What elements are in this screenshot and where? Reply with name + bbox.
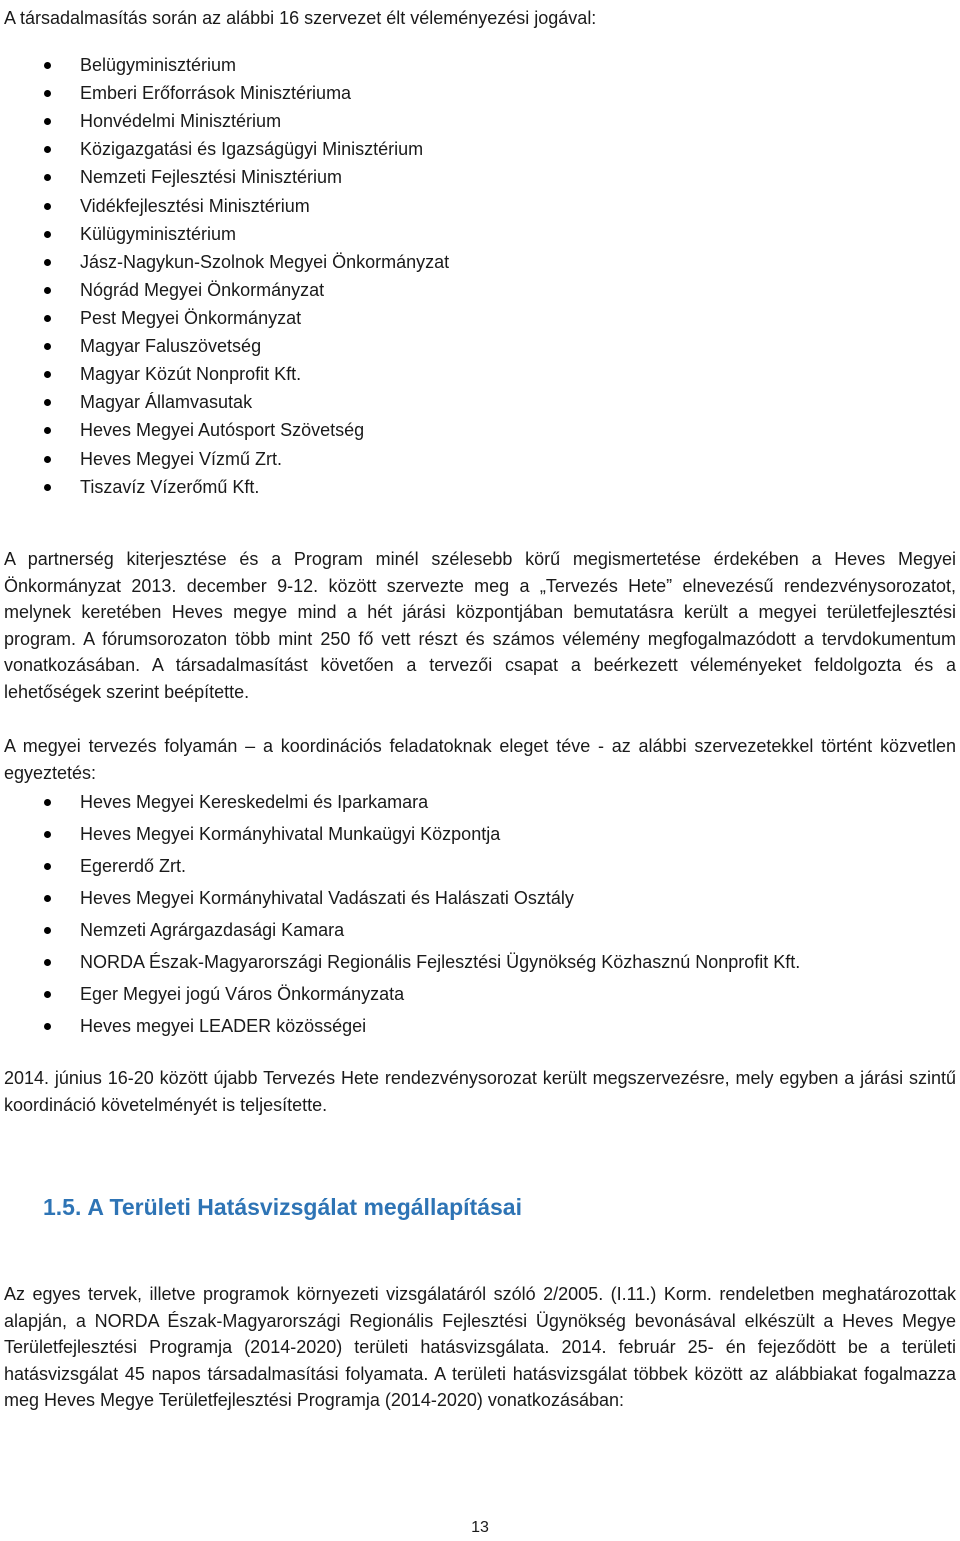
- list-item-label: Külügyminisztérium: [80, 223, 237, 244]
- list-item: [0, 107, 900, 135]
- list-item-label: Heves megyei LEADER közösségei: [80, 1016, 367, 1037]
- list-item-label: Magyar Faluszövetség: [80, 336, 262, 357]
- page-number: 13: [471, 1519, 489, 1536]
- section-heading: [43, 1190, 522, 1224]
- list-item-label: Heves Megyei Vízmű Zrt.: [80, 448, 283, 469]
- list-item: [0, 473, 900, 501]
- intro-text: A társadalmasítás során az alábbi 16 szervezet élt véleményezési jogával:: [4, 8, 597, 28]
- list-item: [0, 79, 900, 107]
- bullet-icon: [44, 427, 51, 434]
- list-item-label: Belügyminisztérium: [80, 55, 237, 75]
- bullet-icon: [44, 959, 51, 966]
- bullet-icon: [44, 863, 51, 870]
- list-item: [0, 360, 900, 388]
- list-item: [0, 135, 900, 163]
- list-item: [0, 276, 900, 304]
- list-item: [0, 416, 900, 444]
- list-item-label: Eger Megyei jogú Város Önkormányzata: [80, 984, 405, 1005]
- bullet-icon: [44, 831, 51, 838]
- bullet-icon: [44, 203, 51, 210]
- list-item: [0, 445, 900, 473]
- bullet-icon: [44, 287, 51, 294]
- bullet-icon: [44, 174, 51, 181]
- bullet-icon: [44, 991, 51, 998]
- bullet-icon: [44, 371, 51, 378]
- list-item-label: Magyar Közút Nonprofit Kft.: [80, 364, 302, 385]
- coordination-paragraph: A megyei tervezés folyamán – a koordinációs feladatoknak eleget téve - az alábbi szervezetekkel történt közvetlen egyeztetés:: [4, 736, 956, 783]
- list-item-label: Egererdő Zrt.: [80, 856, 187, 877]
- list-item: [0, 1010, 900, 1042]
- list-item: [0, 248, 900, 276]
- list-item: [0, 786, 900, 818]
- section-title: A Területi Hatásvizsgálat megállapításai: [87, 1194, 522, 1220]
- bullet-icon: [44, 1023, 51, 1030]
- list-item-label: Jász-Nagykun-Szolnok Megyei Önkormányzat: [80, 251, 450, 272]
- list-item-label: Emberi Erőforrások Minisztériuma: [80, 83, 352, 104]
- list-item-label: Vidékfejlesztési Minisztérium: [80, 195, 310, 216]
- bullet-icon: [44, 799, 51, 806]
- planning-week-paragraph: 2014. június 16-20 között újabb Tervezés Hete rendezvénysorozat került megszervezésre, mely egyben a járási szintű koordináció követelményét is teljesítette.: [4, 1068, 956, 1115]
- bullet-icon: [44, 90, 51, 97]
- list-item: [0, 304, 900, 332]
- bullet-icon: [44, 118, 51, 125]
- list-item-label: Pest Megyei Önkormányzat: [80, 307, 302, 328]
- bullet-icon: [44, 231, 51, 238]
- list-item: [0, 220, 900, 248]
- list-item-label: Nógrád Megyei Önkormányzat: [80, 279, 325, 300]
- list-item: [0, 818, 900, 850]
- list-item-label: Tiszavíz Vízerőmű Kft.: [80, 476, 260, 497]
- bullet-icon: [44, 259, 51, 266]
- list-item: [0, 388, 900, 416]
- list-item-label: Nemzeti Agrárgazdasági Kamara: [80, 920, 345, 941]
- list-item-label: Heves Megyei Kereskedelmi és Iparkamara: [80, 792, 429, 812]
- list-item: [0, 850, 900, 882]
- list-item-label: Honvédelmi Minisztérium: [80, 111, 282, 132]
- list-item: [0, 51, 900, 79]
- reviewer-organizations-list: [0, 51, 900, 501]
- impact-assessment-paragraph: Az egyes tervek, illetve programok környezeti vizsgálatáról szóló 2/2005. (I.11.) Korm. rendeletben meghatározottak alapján, a NORDA Észak-Magyarországi Regionális Fejlesztési Ügynökség bevonásával elkészült a Heves Megye Területfejlesztési Programja (2014-2020) területi hatásvizsgálata. 2014. február 25- én fejeződött be a területi hatásvizsgálat 45 napos társadalmasítási folyamata. A területi hatásvizsgálat többek között az alábbiakat fogalmazza meg Heves Megye Területfejlesztési Programja (2014-2020) vonatkozásában:: [4, 1284, 956, 1410]
- list-item-label: Heves Megyei Autósport Szövetség: [80, 420, 365, 441]
- bullet-icon: [44, 399, 51, 406]
- list-item: [0, 192, 900, 220]
- list-item-label: Heves Megyei Kormányhivatal Vadászati és Halászati Osztály: [80, 888, 574, 909]
- list-item-label: Heves Megyei Kormányhivatal Munkaügyi Központja: [80, 824, 501, 845]
- list-item-label: Közigazgatási és Igazságügyi Minisztérium: [80, 139, 424, 160]
- bullet-icon: [44, 456, 51, 463]
- list-item: [0, 946, 900, 978]
- bullet-icon: [44, 484, 51, 491]
- bullet-icon: [44, 895, 51, 902]
- list-item: [0, 332, 900, 360]
- bullet-icon: [44, 62, 51, 69]
- bullet-icon: [44, 343, 51, 350]
- partnership-paragraph: A partnerség kiterjesztése és a Program minél szélesebb körű megismertetése érdekében a Heves Megyei Önkormányzat 2013. december 9-12. között szervezte meg a „Tervezés Hete” elnevezésű rendezvénysorozatot, melynek keretében Heves megye mind a hét járási központjában bemutatásra került a megyei területfejlesztési program. A fórumsorozaton több mint 250 fő vett részt és számos vélemény megfogalmazódott a tervdokumentum vonatkozásában. A társadalmasítást követően a tervezői csapat a beérkezett véleményeket feldolgozta és a lehetőségek szerint beépítette.: [4, 549, 956, 702]
- list-item: [0, 914, 900, 946]
- bullet-icon: [44, 315, 51, 322]
- bullet-icon: [44, 146, 51, 153]
- list-item: [0, 978, 900, 1010]
- bullet-icon: [44, 927, 51, 934]
- list-item: [0, 163, 900, 191]
- list-item-label: NORDA Észak-Magyarországi Regionális Fejlesztési Ügynökség Közhasznú Nonprofit Kft.: [80, 952, 801, 973]
- list-item: [0, 882, 900, 914]
- list-item-label: Magyar Államvasutak: [80, 392, 253, 413]
- section-number: 1.5.: [43, 1194, 82, 1220]
- list-item-label: Nemzeti Fejlesztési Minisztérium: [80, 167, 343, 188]
- consulted-organizations-list: [0, 786, 900, 1043]
